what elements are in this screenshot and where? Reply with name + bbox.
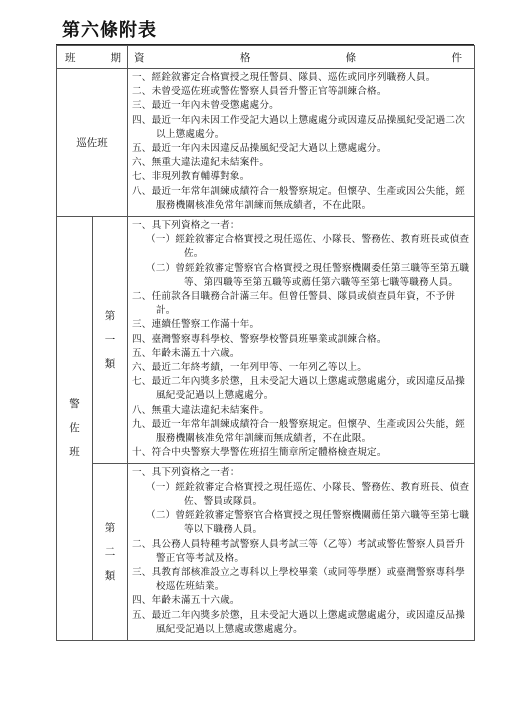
sergeant-label-char: 班	[69, 446, 80, 459]
patrol-class-cell	[57, 69, 128, 217]
sergeant-type2-row	[57, 464, 475, 640]
list-item: 七、非現列教育輔導對象。	[132, 171, 250, 183]
list-item: 一、經銓敘審定合格實授之現任警員、隊員、巡佐或同序列職務人員。	[132, 72, 436, 83]
header-cond-char-3: 條	[345, 51, 357, 64]
list-subitem: （一）經銓敘審定合格實授之現任巡佐、小隊長、警務佐、教育班長或偵查佐。	[146, 234, 470, 260]
type1-label-char: 一	[104, 334, 116, 347]
list-item: 六、無重大違法違紀未結案件。	[132, 157, 270, 169]
list-item: 五、最近一年內未因違反品操風紀受記大過以上懲處處分。	[132, 143, 387, 155]
header-conditions-cell	[128, 46, 475, 69]
type1-class-cell	[93, 217, 128, 464]
list-item: 一、具下列資格之一者：	[132, 467, 240, 479]
list-item: 五、年齡未滿五十六歲。	[132, 347, 240, 359]
list-item: 十、符合中央警察大學警佐班招生簡章所定體格檢查規定。	[132, 447, 387, 459]
patrol-class-label: 巡佐班	[76, 137, 108, 150]
patrol-conditions-cell	[128, 69, 475, 217]
type2-label-char: 二	[104, 546, 116, 559]
header-class-cell	[57, 46, 128, 69]
list-subitem: （一）經銓敘審定合格實授之現任巡佐、小隊長、警務佐、教育班長、偵查佐、警員或隊員。	[146, 481, 470, 507]
sergeant-label-char: 警	[69, 398, 80, 411]
sergeant-label-char: 佐	[69, 422, 80, 435]
list-item: 四、臺灣警察專科學校、警察學校警員班畢業或訓練合格。	[132, 333, 387, 345]
list-item: 六、最近二年終考績，一年列甲等、一年列乙等以上。	[132, 362, 368, 374]
list-item: 四、年齡未滿五十六歲。	[132, 595, 240, 607]
header-cond-char-1: 資	[134, 51, 145, 64]
type2-label-char: 類	[104, 570, 116, 583]
page-title: 第六條附表	[62, 20, 157, 41]
list-item: 三、最近一年內未曾受懲處處分。	[132, 100, 279, 112]
list-item: 四、最近一年內未因工作受記大過以上懲處處分或因違反品操風紀受記過二次以上懲處處分。	[132, 114, 465, 140]
list-item: 九、最近一年常年訓練成績符合一般警察規定。但懷孕、生產或因公失能，經服務機關核准免常年訓練而無成績者，不在此限。	[132, 418, 465, 445]
table-header-row	[57, 46, 475, 69]
type2-conditions-cell	[128, 464, 475, 640]
header-cond-char-4: 件	[451, 51, 462, 64]
header-class-char-2: 期	[110, 51, 121, 64]
type1-label-char: 第	[104, 310, 116, 323]
list-item: 三、連續任警察工作滿十年。	[132, 319, 260, 331]
list-subitem: （二）曾經銓敘審定警察官合格實授之現任警察機關委任第三職等至第五職等、第四職等至第五職等或薦任第六職等至第七職等職務人員。	[146, 262, 470, 288]
list-item: 五、最近二年內獎多於懲，且未受記大過以上懲處或懲處處分，或因違反品操風紀受記過以上懲處或懲處處分。	[132, 609, 465, 635]
list-item: 三、具教育部核准設立之專科以上學校畢業（或同等學歷）或臺灣警察專科學校巡佐班結業。	[132, 566, 465, 593]
list-item: 二、具公務人員特種考試警察人員考試三等（乙等）考試或警佐警察人員晉升警正官等考試及格。	[132, 538, 465, 564]
patrol-row	[57, 69, 475, 217]
type2-class-cell	[93, 464, 128, 640]
header-class-char-1: 班	[65, 51, 76, 64]
type1-conditions-cell	[128, 217, 475, 464]
type1-label-char: 類	[104, 358, 116, 371]
qualification-table	[56, 45, 475, 641]
sergeant-type1-row	[57, 217, 475, 464]
list-item: 八、無重大違法違紀未結案件。	[132, 404, 270, 416]
list-item: 二、任前款各目職務合計滿三年。但曾任警員、隊員或偵查員年資，不予併計。	[132, 291, 456, 317]
list-item: 一、具下列資格之一者：	[132, 220, 240, 232]
list-item: 二、未曾受巡佐班或警佐警察人員晉升警正官等訓練合格。	[132, 86, 387, 98]
type2-label-char: 第	[104, 522, 116, 535]
header-cond-char-2: 格	[239, 51, 251, 64]
sergeant-class-cell	[57, 217, 93, 641]
list-subitem: （二）曾經銓敘審定警察官合格實授之現任警察機關薦任第六職等至第七職等以下職務人員。	[146, 510, 470, 536]
list-item: 八、最近一年常年訓練成績符合一般警察規定。但懷孕、生產或因公失能，經服務機關核准免常年訓練而無成績者，不在此限。	[132, 185, 465, 211]
list-item: 七、最近二年內獎多於懲，且未受記大過以上懲處或懲處處分，或因違反品操風紀受記過以上懲處處分。	[132, 376, 465, 402]
